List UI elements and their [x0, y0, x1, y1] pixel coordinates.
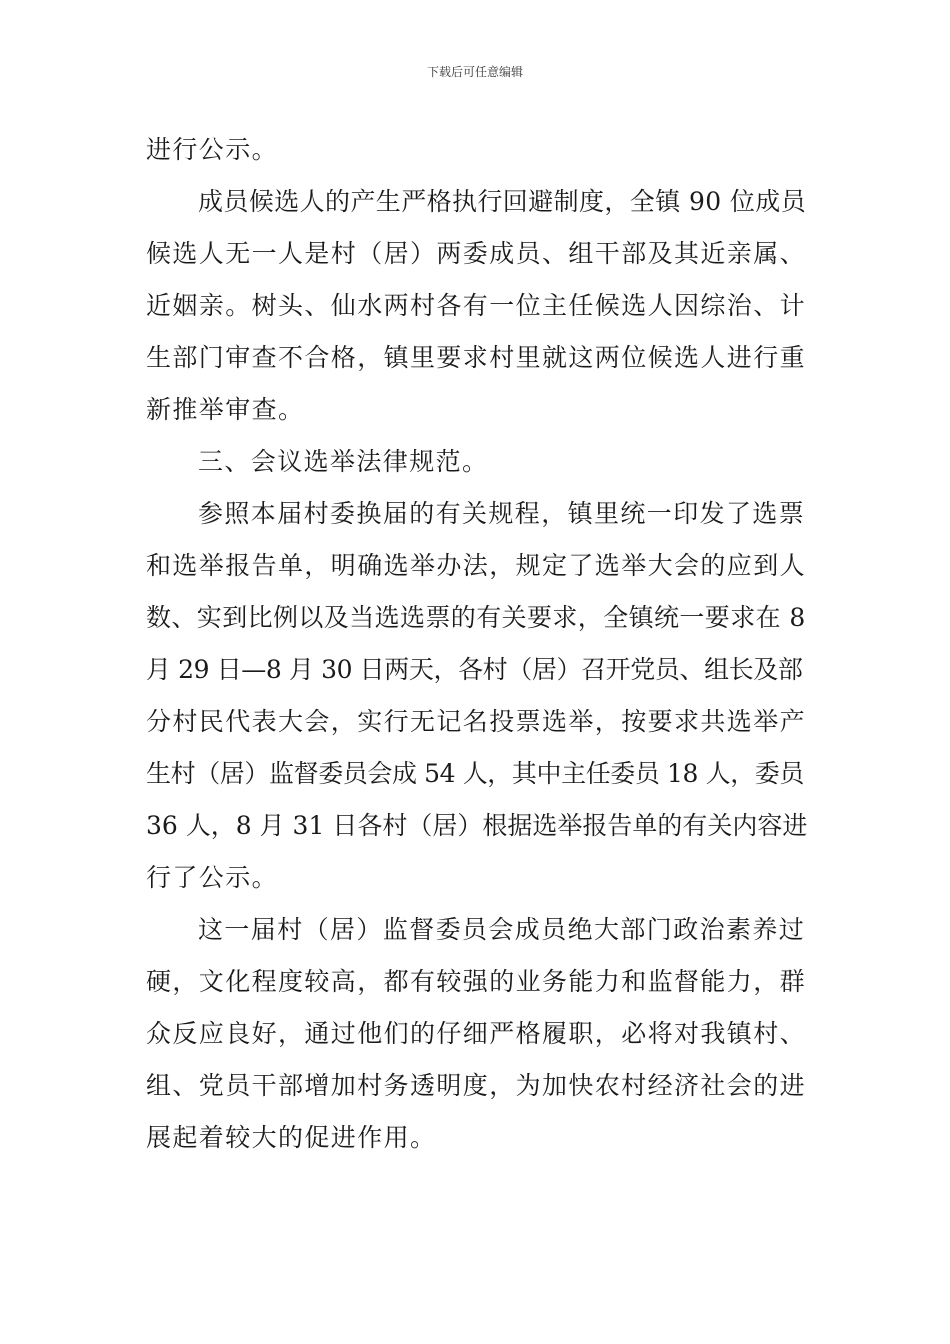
text-line: 近姻亲。树头、仙水两村各有一位主任候选人因综治、计: [146, 291, 807, 320]
text-line: 这一届村（居）监督委员会成员绝大部门政治素养过: [198, 915, 806, 944]
text-line: 硬，文化程度较高，都有较强的业务能力和监督能力，群: [146, 967, 807, 996]
text-line: 新推举审查。: [146, 395, 305, 424]
text-line: 三、会议选举法律规范。: [198, 447, 489, 476]
text-line: 数、实到比例以及当选选票的有关要求，全镇统一要求在 8: [146, 603, 806, 632]
document-body: [146, 124, 808, 1164]
text-line: 候选人无一人是村（居）两委成员、组干部及其近亲属、: [146, 239, 807, 268]
text-line: 众反应良好，通过他们的仔细严格履职，必将对我镇村、: [146, 1019, 807, 1048]
text-line: 36 人，8 月 31 日各村（居）根据选举报告单的有关内容进: [146, 811, 808, 840]
text-line: 月 29 日—8 月 30 日两天，各村（居）召开党员、组长及部: [146, 655, 803, 684]
text-line: 和选举报告单，明确选举办法，规定了选举大会的应到人: [146, 551, 807, 580]
page-header: 下载后可任意编辑: [426, 65, 523, 79]
text-line: 成员候选人的产生严格执行回避制度，全镇 90 位成员: [198, 187, 807, 216]
text-line: 生部门审查不合格，镇里要求村里就这两位候选人进行重: [146, 343, 807, 372]
text-line: 组、党员干部增加村务透明度，为加快农村经济社会的进: [146, 1071, 807, 1100]
text-line: 参照本届村委换届的有关规程，镇里统一印发了选票: [198, 499, 806, 528]
text-line: 展起着较大的促进作用。: [146, 1123, 437, 1152]
text-line: 进行公示。: [146, 135, 279, 164]
text-line: 生村（居）监督委员会成 54 人，其中主任委员 18 人，委员: [146, 759, 805, 788]
text-line: 行了公示。: [146, 863, 279, 892]
text-line: 分村民代表大会，实行无记名投票选举，按要求共选举产: [146, 707, 807, 736]
